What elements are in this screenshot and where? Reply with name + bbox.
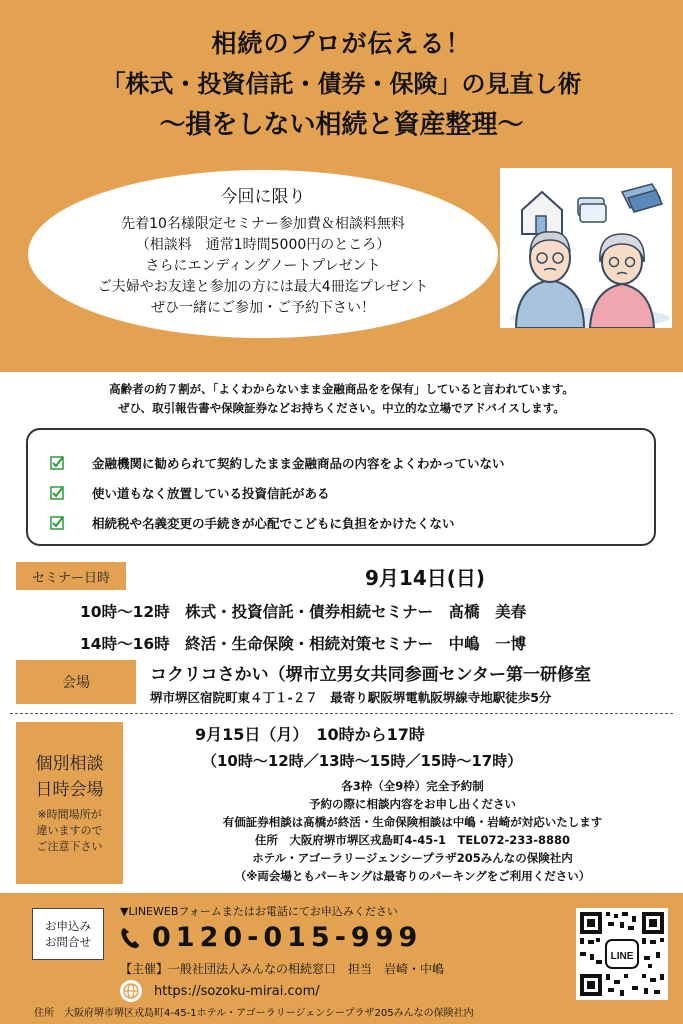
seminar-session-1: 10時〜12時 株式・投資信託・債券相続セミナー 髙橋 美春 [80,603,527,621]
offer-line: ご夫婦やお友達と参加の方には最大4冊迄プレゼント [97,279,429,295]
website-url[interactable]: https://sozoku-mirai.com/ [154,983,320,999]
individual-detail-line: 有価証券相談は髙橋が終活・生命保険相談は中嶋・岩崎が対応いたします [222,815,603,829]
intro-line: ぜひ、取引報告書や保険証券などお持ちください。中立的な立場でアドバイスします。 [118,401,565,415]
intro-line: 高齢者の約７割が、「よくわからないまま金融商品をを保有」していると言われています。 [109,382,574,396]
checklist-text: 使い道もなく放置している投資信託がある [92,486,330,501]
individual-detail-line: 各3枠（全9枠）完全予約制 [341,779,484,793]
apply-box [32,908,104,960]
venue-address: 堺市堺区宿院町東４丁１-２７ 最寄り駅阪堺電軌阪堺線寺地駅徒歩5分 [150,690,552,705]
cash-icon [578,198,606,222]
venue-name: コクリコさかい（堺市立男女共同参画センター第一研修室 [150,665,591,685]
apply-label-line: お申込み [45,919,91,933]
offer-line: ぜひ一緒にご参加・ご予約下さい！ [151,300,375,316]
individual-note-line: 違いますので [36,824,103,837]
apply-label-line: お問合せ [45,935,91,949]
individual-label-line: 個別相談 [35,754,104,774]
globe-icon [120,980,142,1002]
phone-number-row[interactable] [120,922,422,953]
title-line-2: 「株式・投資信託・債券・保険」の見直し術 [101,70,582,98]
qr-line-label: LINE [610,951,634,962]
website-row[interactable] [120,980,320,1002]
individual-note-line: ※時間場所が [37,808,102,821]
offer-line: 先着10名様限定セミナー参加費＆相談料無料 [121,216,405,232]
title-line-3: 〜損をしない相続と資産整理〜 [159,110,524,140]
individual-consult-label [16,722,123,884]
individual-detail-line: 住所 大阪府堺市堺区戎島町4-45-1 TEL072-233-8880 [254,833,571,847]
individual-details [150,777,675,885]
apply-note: ▼LINEWEBフォームまたはお電話にてお申込みください [120,905,398,918]
section-divider [10,713,673,714]
seminar-session-2: 14時〜16時 終活・生命保険・相続対策セミナー 中嶋 一博 [80,635,527,653]
phone-number[interactable]: 0120-015-999 [152,922,423,953]
individual-date: 9月15日（月） 10時から17時 [195,725,425,744]
offer-heading: 今回に限り [220,187,306,207]
title-line-1: 相続のプロが伝える！ [211,29,472,58]
checkbox-checked-icon [50,486,64,500]
individual-time-slots: （10時〜12時／13時〜15時／15時〜17時） [202,752,523,770]
checklist-item [50,484,330,502]
checkbox-checked-icon [50,456,64,470]
phone-icon [120,926,140,950]
checklist-item [50,454,505,472]
individual-detail-line: ホテル・アゴーラリージェンシープラザ205みんなの保険社内 [252,851,573,865]
individual-note-line: ご注意下さい [36,840,103,853]
offer-line: （相談料 通常1時間5000円のところ） [135,237,391,253]
checklist-text: 金融機関に勧められて契約したまま金融商品の内容をよくわかっていない [92,456,505,471]
line-qr-code[interactable] [576,908,668,1000]
header-banner [0,0,683,372]
seminar-date: 9月14日(日) [364,566,486,590]
individual-detail-line: 予約の際に相談内容をお申し出ください [309,797,516,811]
checklist-item [50,514,455,532]
elderly-couple-illustration [500,168,672,328]
individual-label-line: 日時会場 [35,780,104,800]
intro-text [0,380,683,418]
offer-line: さらにエンディングノートプレゼント [145,258,381,274]
organizer-text: 【主催】一般社団法人みんなの相続窓口 担当 岩崎・中嶋 [120,962,445,976]
offer-oval [28,170,498,338]
individual-detail-line: （※両会場ともパーキングは最寄りのパーキングをご利用ください） [234,869,591,883]
checkbox-checked-icon [50,516,64,530]
venue-label: 会場 [16,660,136,704]
seminar-label: セミナー日時 [16,562,126,590]
individual-note [37,807,103,855]
checklist-text: 相続税や名義変更の手続きが心配でこどもに負担をかけたくない [92,516,455,531]
footer-address: 住所 大阪府堺市堺区戎島町4-45-1ホテル・アゴーラリージェンシープラザ205みんなの保険社内 [34,1008,474,1019]
